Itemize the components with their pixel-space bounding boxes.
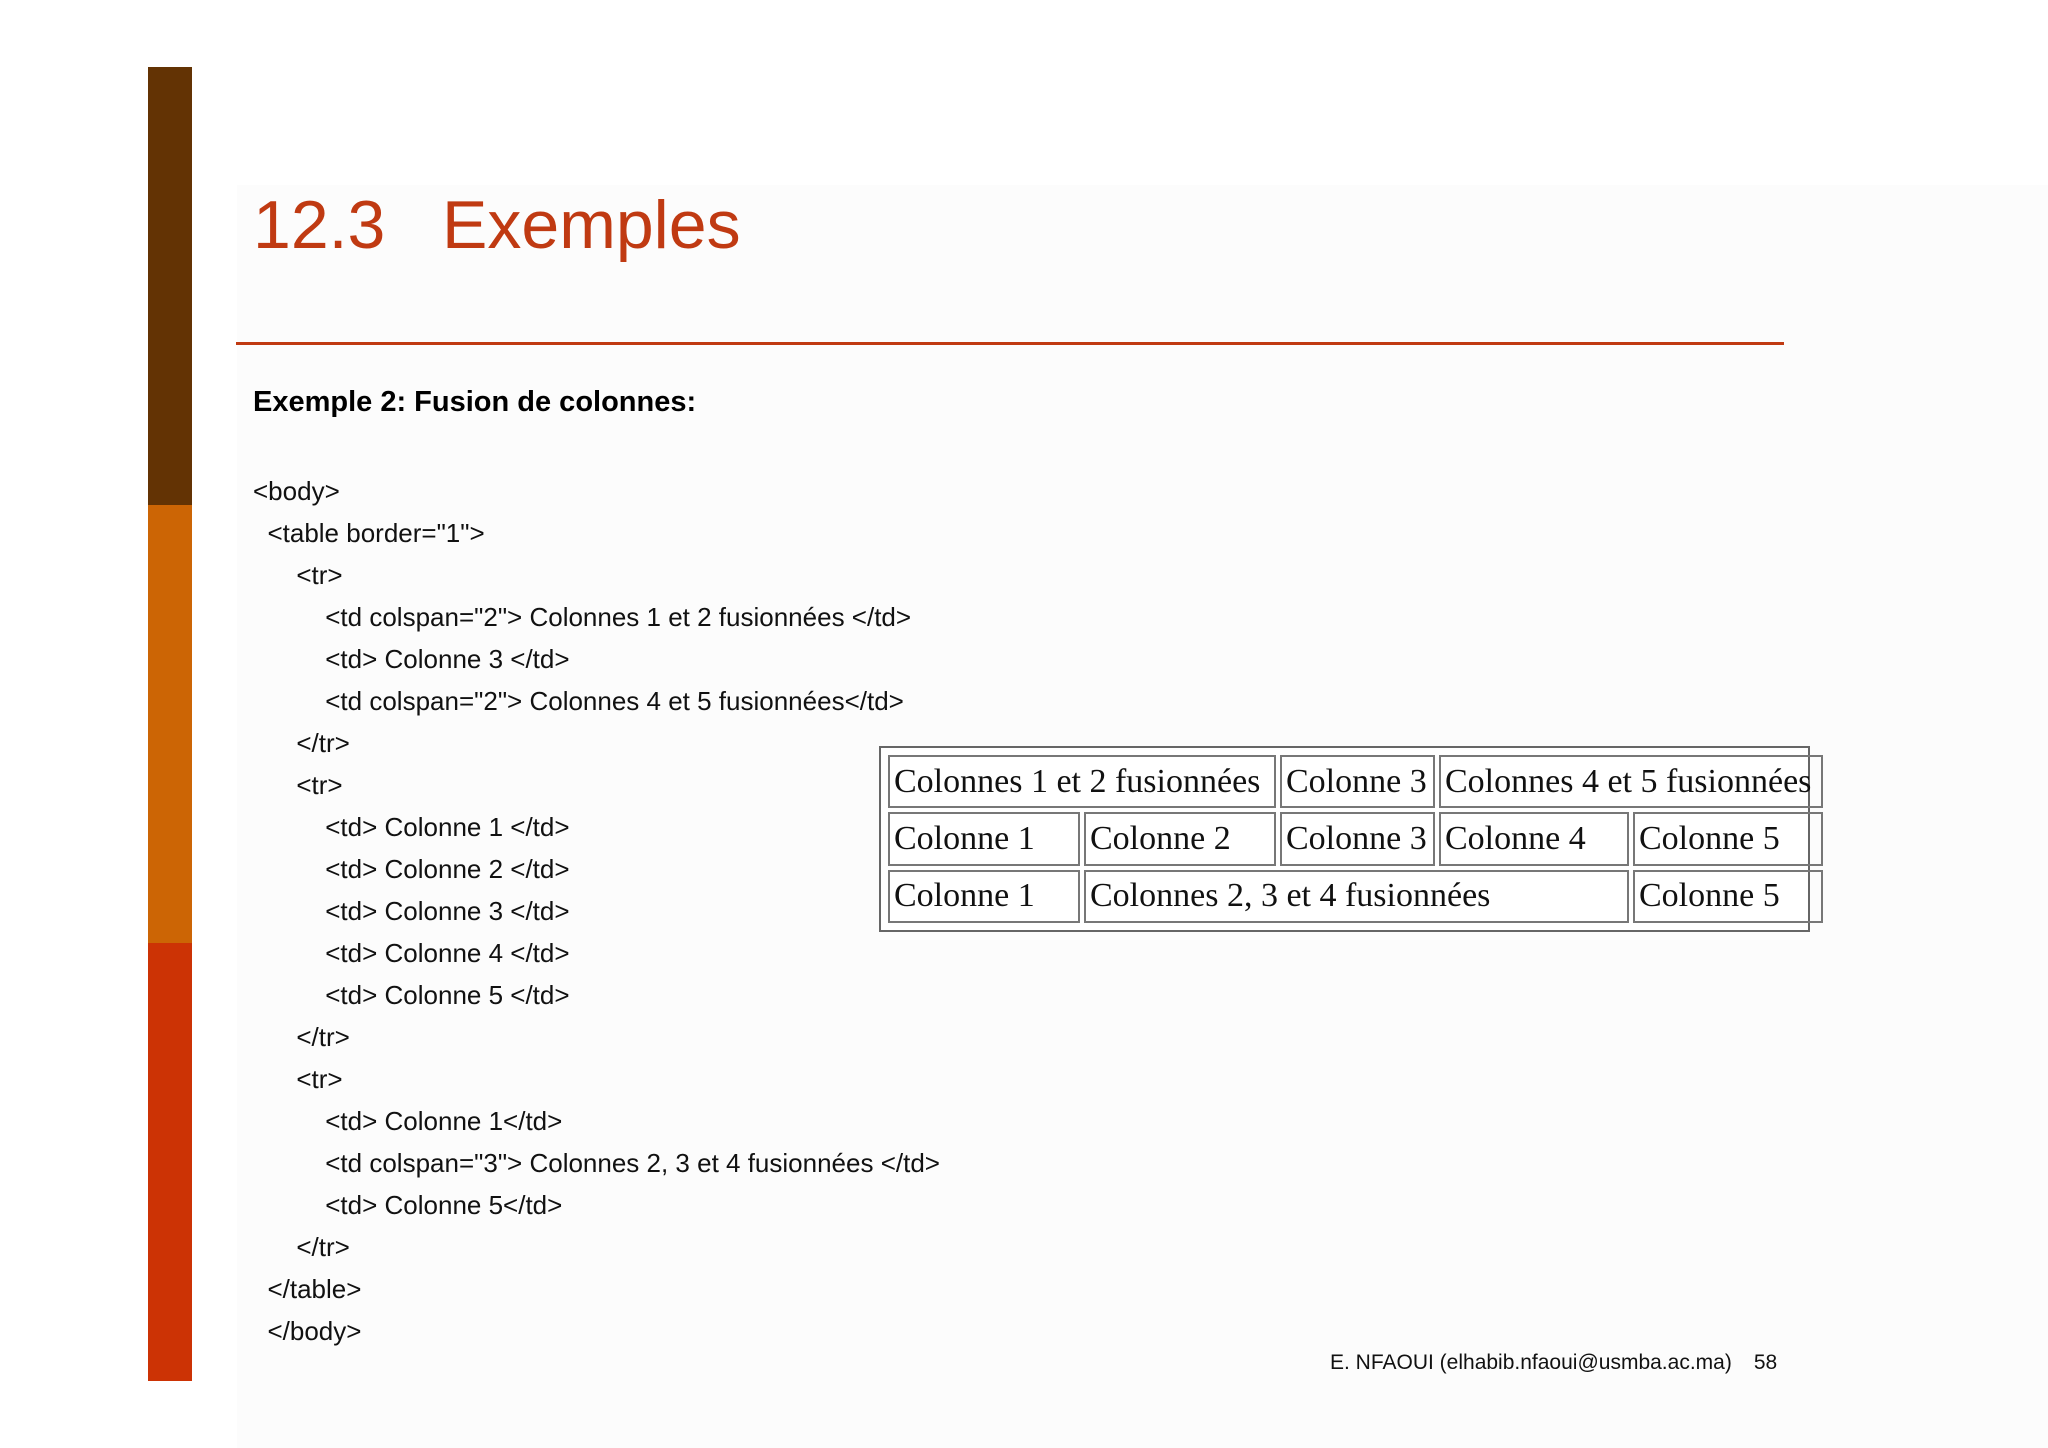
code-line: <tr>	[253, 560, 343, 590]
code-line: </body>	[253, 1316, 362, 1346]
table-cell: Colonne 3	[1280, 755, 1435, 808]
code-line: </table>	[253, 1274, 362, 1304]
code-line: <tr>	[253, 1064, 343, 1094]
table-cell: Colonne 1	[888, 812, 1080, 865]
page-number: 58	[1753, 1351, 1778, 1374]
table-row	[888, 755, 1823, 808]
code-line: <td> Colonne 1 </td>	[253, 812, 570, 842]
footer-author: E. NFAOUI (elhabib.nfaoui@usmba.ac.ma)	[1330, 1351, 1732, 1374]
table-cell: Colonne 4	[1439, 812, 1629, 865]
table-cell: Colonne 2	[1084, 812, 1276, 865]
table-cell: Colonne 3	[1280, 812, 1435, 865]
code-line: </tr>	[253, 728, 350, 758]
code-line: <body>	[253, 476, 340, 506]
table-cell: Colonnes 2, 3 et 4 fusionnées	[1084, 870, 1629, 923]
slide-title: 12.3 Exemples	[253, 187, 741, 263]
title-underline	[236, 342, 1784, 345]
decor-bar-middle	[148, 505, 192, 943]
code-line: <table border="1">	[253, 518, 485, 548]
code-line: <td colspan="2"> Colonnes 1 et 2 fusionnées </td>	[253, 602, 912, 632]
code-line: <td colspan="3"> Colonnes 2, 3 et 4 fusionnées </td>	[253, 1148, 940, 1178]
table-cell: Colonne 5	[1633, 870, 1823, 923]
table-row	[888, 812, 1823, 865]
code-listing	[253, 470, 940, 1352]
example-subtitle: Exemple 2: Fusion de colonnes:	[253, 386, 697, 418]
rendered-table-preview	[879, 746, 1810, 932]
rendered-table	[884, 751, 1827, 927]
code-line: <td> Colonne 3 </td>	[253, 644, 570, 674]
code-line: <tr>	[253, 770, 343, 800]
slide-footer	[1330, 1350, 1777, 1376]
code-line: <td> Colonne 4 </td>	[253, 938, 570, 968]
table-cell: Colonne 5	[1633, 812, 1823, 865]
code-line: <td> Colonne 3 </td>	[253, 896, 570, 926]
table-cell: Colonnes 4 et 5 fusionnées	[1439, 755, 1823, 808]
code-line: <td> Colonne 5 </td>	[253, 980, 570, 1010]
decor-bar-bottom	[148, 943, 192, 1381]
table-row	[888, 870, 1823, 923]
table-cell: Colonne 1	[888, 870, 1080, 923]
code-line: </tr>	[253, 1232, 350, 1262]
code-line: <td> Colonne 5</td>	[253, 1190, 563, 1220]
code-line: <td> Colonne 2 </td>	[253, 854, 570, 884]
code-line: <td> Colonne 1</td>	[253, 1106, 563, 1136]
decor-bar-top	[148, 67, 192, 505]
table-cell: Colonnes 1 et 2 fusionnées	[888, 755, 1276, 808]
code-line: </tr>	[253, 1022, 350, 1052]
code-line: <td colspan="2"> Colonnes 4 et 5 fusionnées</td>	[253, 686, 904, 716]
